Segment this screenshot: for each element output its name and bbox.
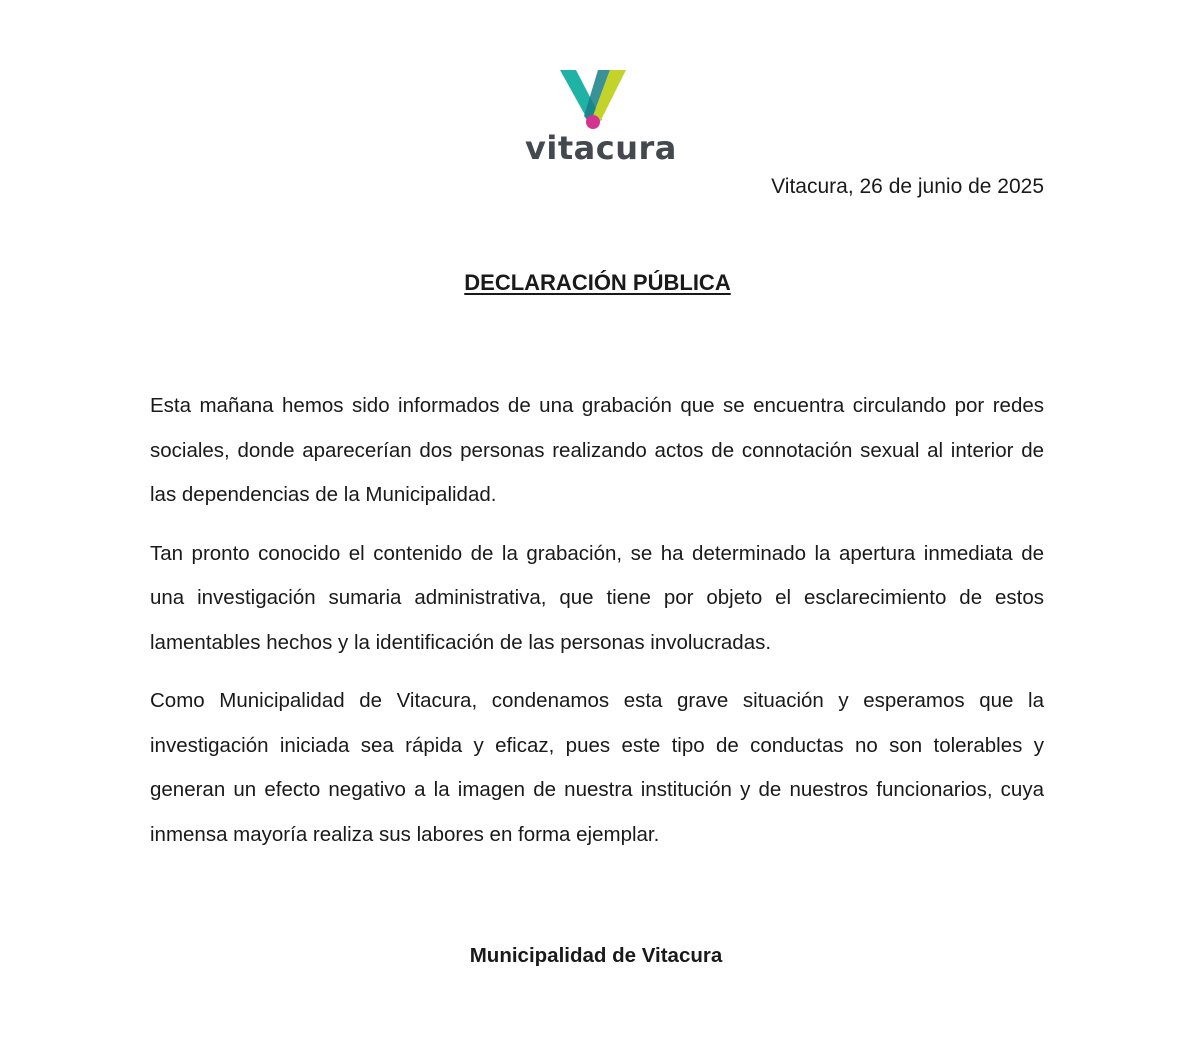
vitacura-v-logo-icon [560, 66, 636, 132]
document-signature: Municipalidad de Vitacura [469, 944, 723, 967]
document-title-text: DECLARACIÓN PÚBLICA [464, 270, 731, 295]
paragraph-2: Tan pronto conocido el contenido de la grabación, se ha determinado la apertura inmediata de una investigación sumaria administrativa, que tiene por objeto el esclarecimiento de estos lamentables hechos y la identificación de las personas involucradas. [150, 541, 1044, 654]
document-body [150, 384, 1044, 871]
paragraph-3: Como Municipalidad de Vitacura, condenamos esta grave situación y esperamos que la investigación iniciada sea rápida y eficaz, pues este tipo de conductas no son tolerables y generan un efecto negativo a la imagen de nuestra institución y de nuestros funcionarios, cuya inmensa mayoría realiza sus labores en forma ejemplar. [150, 689, 1044, 846]
paragraph-1: Esta mañana hemos sido informados de una grabación que se encuentra circulando por redes sociales, donde aparecerían dos personas realizando actos de connotación sexual al interior de las dependencias de la Municipalidad. [150, 394, 1044, 506]
vitacura-logo [525, 66, 677, 167]
document-title [0, 267, 1195, 299]
vitacura-wordmark: vitacura [525, 129, 677, 167]
document-date: Vitacura, 26 de junio de 2025 [771, 175, 1044, 198]
